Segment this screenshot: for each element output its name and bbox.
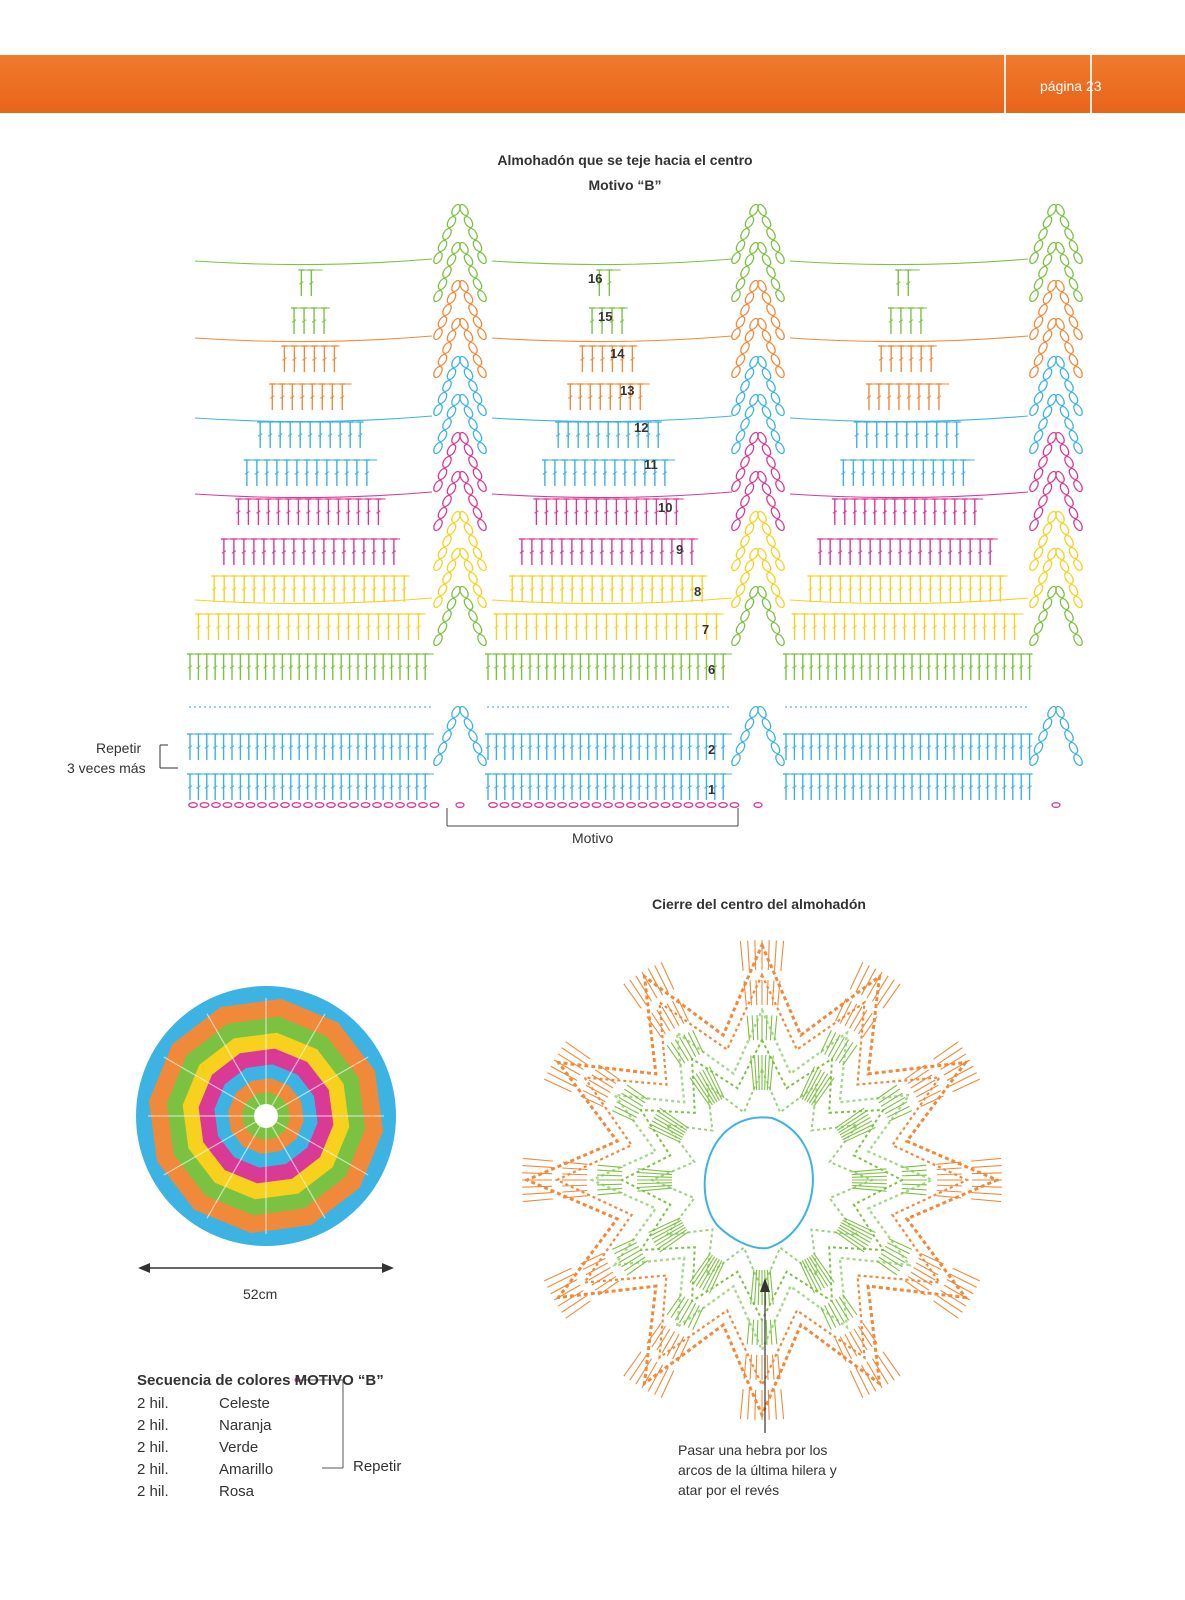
row-number-6: 6 <box>708 662 716 677</box>
row-number-12: 12 <box>634 420 649 435</box>
sequence-repeat-label: Repetir <box>353 1458 402 1475</box>
sequence-row: 2 hil. Amarillo <box>137 1461 274 1478</box>
row-number-13: 13 <box>620 383 635 398</box>
finished-cushion-disc <box>136 986 396 1273</box>
row-number-9: 9 <box>676 542 684 557</box>
row-number-11: 11 <box>644 457 658 472</box>
row-number-7: 7 <box>702 622 710 637</box>
row-number-2: 2 <box>708 742 716 757</box>
motif-label: Motivo <box>572 830 614 846</box>
row-number-8: 8 <box>694 584 702 599</box>
row-number-15: 15 <box>598 309 613 324</box>
row-number-16: 16 <box>588 271 603 286</box>
chart1-title: Almohadón que se teje hacia el centro <box>497 152 753 168</box>
center-closure-diagram <box>522 940 1002 1433</box>
chart2-note-line3: atar por el revés <box>678 1482 780 1498</box>
repeat-label-line2: 3 veces más <box>67 760 146 776</box>
chart1-subtitle: Motivo “B” <box>588 177 662 193</box>
stitch-marks <box>160 203 1084 826</box>
row-number-14: 14 <box>610 346 625 361</box>
color-sequence-title: Secuencia de colores MOTIVO “B” <box>137 1372 384 1389</box>
row-number-10: 10 <box>658 500 673 515</box>
chart2-note-line2: arcos de la última hilera y <box>678 1462 837 1478</box>
color-sequence <box>137 1372 384 1503</box>
sequence-row: 2 hil. Naranja <box>137 1417 272 1434</box>
row-number-1: 1 <box>708 782 716 797</box>
sequence-row: 2 hil. Celeste <box>137 1395 270 1412</box>
disc-width-label: 52cm <box>243 1286 278 1302</box>
page-number: página 23 <box>1040 78 1102 94</box>
chart2-title: Cierre del centro del almohadón <box>652 896 866 912</box>
repeat-label-line1: Repetir <box>96 740 142 756</box>
chart2-note-line1: Pasar una hebra por los <box>678 1442 828 1458</box>
sequence-row: 2 hil. Rosa <box>137 1483 255 1500</box>
sequence-row: 2 hil. Verde <box>137 1439 259 1456</box>
